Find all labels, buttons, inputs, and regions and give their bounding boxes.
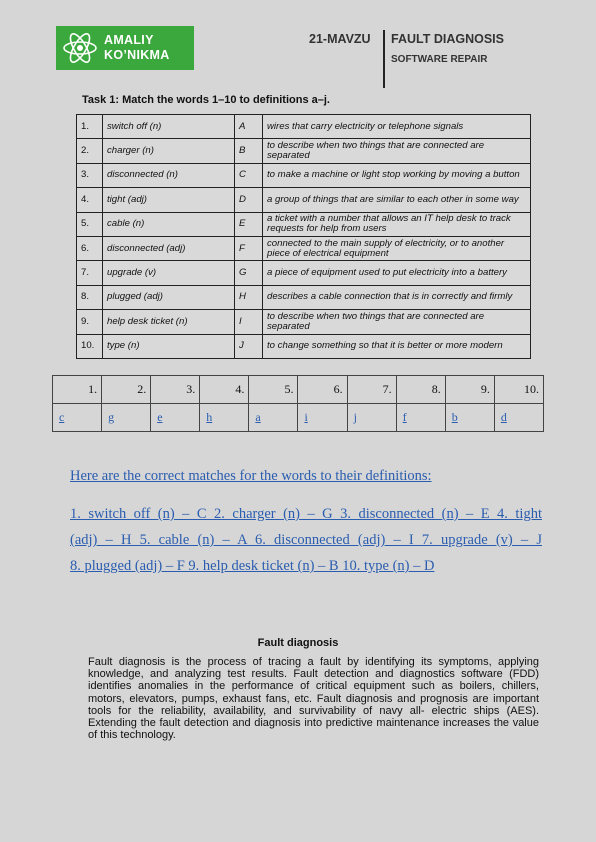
row-letter: A xyxy=(235,115,263,139)
row-number: 1. xyxy=(77,115,103,139)
row-letter: H xyxy=(235,285,263,309)
section-title: Fault diagnosis xyxy=(257,637,339,649)
match-row xyxy=(77,139,531,163)
match-row xyxy=(77,163,531,187)
row-number: 6. xyxy=(77,236,103,260)
answer-letter-link[interactable]: j xyxy=(347,404,396,432)
match-row xyxy=(77,261,531,285)
match-row xyxy=(77,236,531,260)
row-word: help desk ticket (n) xyxy=(103,310,235,334)
answer-number: 8. xyxy=(396,376,445,404)
row-number: 2. xyxy=(77,139,103,163)
row-number: 10. xyxy=(77,334,103,358)
answer-letter-link[interactable]: b xyxy=(445,404,494,432)
row-letter: F xyxy=(235,236,263,260)
answer-letter-link[interactable]: e xyxy=(151,404,200,432)
row-word: plugged (adj) xyxy=(103,285,235,309)
answer-number: 1. xyxy=(53,376,102,404)
brand-text xyxy=(104,33,170,63)
match-row xyxy=(77,188,531,212)
row-definition: a ticket with a number that allows an IT help desk to track requests for help from users xyxy=(263,212,531,236)
brand-line-2: KO’NIKMA xyxy=(104,48,170,62)
section-paragraph: Fault diagnosis is the process of tracing a fault by identifying its symptoms, applying knowledge, and analyzing test results. Fault detection and diagnostics software (FDD) identifies anomalies in the performance of critical equipment such as boilers, chillers, motors, elevators, pumps, exhaust fans, etc. Fault diagnosis and prognosis are important tools for the reliability, availability, and survivability of navy all- electric ships (AES). Extending the fault detection and diagnosis into predictive maintenance increases the value of this technology. xyxy=(88,656,539,742)
solution-line[interactable]: 1. switch off (n) – C 2. charger (n) – G 3. disconnected (n) – E 4. tight xyxy=(70,506,542,522)
row-letter: C xyxy=(235,163,263,187)
row-word: charger (n) xyxy=(103,139,235,163)
row-definition: to describe when two things that are connected are separated xyxy=(263,310,531,334)
row-word: disconnected (n) xyxy=(103,163,235,187)
row-definition: to change something so that it is better or more modern xyxy=(263,334,531,358)
answer-number: 6. xyxy=(298,376,347,404)
row-definition: to make a machine or light stop working by moving a button xyxy=(263,163,531,187)
row-definition: a piece of equipment used to put electricity into a battery xyxy=(263,261,531,285)
solution-intro: Here are the correct matches for the words to their definitions: xyxy=(70,468,432,484)
row-word: switch off (n) xyxy=(103,115,235,139)
row-word: tight (adj) xyxy=(103,188,235,212)
answer-letters-row xyxy=(53,404,544,432)
header-divider xyxy=(383,30,385,88)
task-title: Task 1: Match the words 1–10 to definitions a–j. xyxy=(82,94,330,106)
match-row xyxy=(77,115,531,139)
brand-banner xyxy=(56,26,194,70)
row-definition: describes a cable connection that is in correctly and firmly xyxy=(263,285,531,309)
answer-letter-link[interactable]: i xyxy=(298,404,347,432)
row-number: 9. xyxy=(77,310,103,334)
row-letter: D xyxy=(235,188,263,212)
row-number: 3. xyxy=(77,163,103,187)
answer-number: 7. xyxy=(347,376,396,404)
row-definition: to describe when two things that are connected are separated xyxy=(263,139,531,163)
row-number: 4. xyxy=(77,188,103,212)
solution-lines xyxy=(70,504,542,582)
row-letter: I xyxy=(235,310,263,334)
answer-table xyxy=(52,375,544,432)
row-definition: a group of things that are similar to each other in some way xyxy=(263,188,531,212)
solution-line[interactable]: (adj) – H 5. cable (n) – A 6. disconnected (adj) – I 7. upgrade (v) – J xyxy=(70,532,542,548)
row-letter: J xyxy=(235,334,263,358)
answer-letter-link[interactable]: f xyxy=(396,404,445,432)
row-number: 8. xyxy=(77,285,103,309)
lesson-subtitle: SOFTWARE REPAIR xyxy=(391,54,488,65)
answer-letter-link[interactable]: d xyxy=(494,404,543,432)
row-letter: E xyxy=(235,212,263,236)
topic-number: 21-MAVZU xyxy=(309,32,371,46)
answer-number: 10. xyxy=(494,376,543,404)
solution-line[interactable]: 8. plugged (adj) – F 9. help desk ticket (n) – B 10. type (n) – D xyxy=(70,558,435,574)
lesson-header xyxy=(309,30,549,90)
row-word: cable (n) xyxy=(103,212,235,236)
row-word: type (n) xyxy=(103,334,235,358)
row-word: upgrade (v) xyxy=(103,261,235,285)
match-row xyxy=(77,334,531,358)
row-word: disconnected (adj) xyxy=(103,236,235,260)
answer-letter-link[interactable]: c xyxy=(53,404,102,432)
lesson-title: FAULT DIAGNOSIS xyxy=(391,32,504,46)
answer-letter-link[interactable]: g xyxy=(102,404,151,432)
answer-numbers-row xyxy=(53,376,544,404)
row-definition: wires that carry electricity or telephone signals xyxy=(263,115,531,139)
matching-table xyxy=(76,114,531,359)
answer-number: 9. xyxy=(445,376,494,404)
answer-number: 3. xyxy=(151,376,200,404)
match-row xyxy=(77,285,531,309)
answer-letter-link[interactable]: a xyxy=(249,404,298,432)
row-definition: connected to the main supply of electricity, or to another piece of electrical equipment xyxy=(263,236,531,260)
atom-icon xyxy=(60,28,100,68)
match-row xyxy=(77,212,531,236)
answer-number: 5. xyxy=(249,376,298,404)
answer-number: 2. xyxy=(102,376,151,404)
match-row xyxy=(77,310,531,334)
row-letter: G xyxy=(235,261,263,285)
answer-number: 4. xyxy=(200,376,249,404)
row-letter: B xyxy=(235,139,263,163)
row-number: 5. xyxy=(77,212,103,236)
brand-line-1: AMALIY xyxy=(104,33,154,47)
answer-letter-link[interactable]: h xyxy=(200,404,249,432)
row-number: 7. xyxy=(77,261,103,285)
